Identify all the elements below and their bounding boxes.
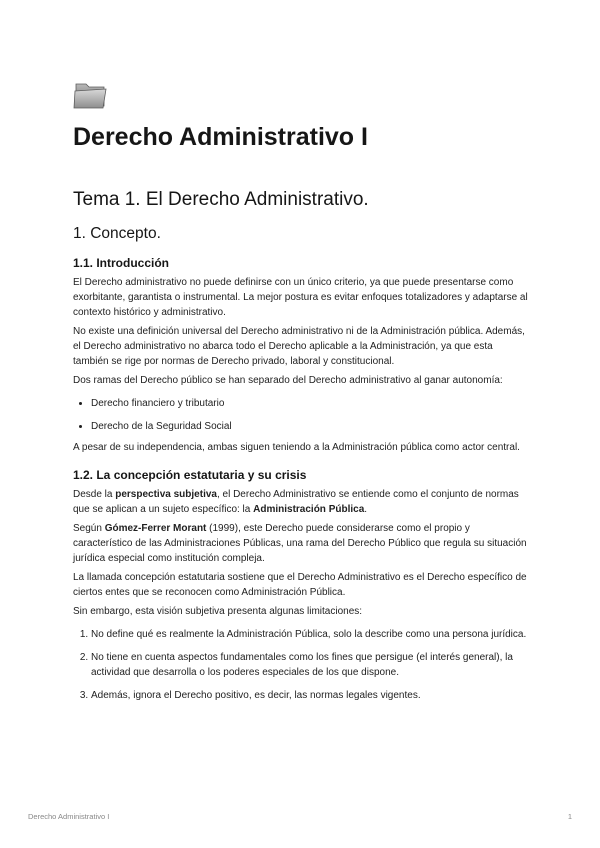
list-item: • Derecho financiero y tributario bbox=[91, 396, 528, 411]
paragraph: No existe una definición universal del Derecho administrativo ni de la Administración pública. Además, el Derecho administrativo no abarca todo el Derecho aplicable a la Administración, ya que esta también se rige por normas de Derecho privado, laboral y constitucional. bbox=[73, 326, 525, 367]
document-title: Derecho Administrativo I bbox=[73, 123, 368, 151]
text-run: . bbox=[364, 504, 368, 515]
text-run: (1999), este Derecho puede considerarse como el propio y característico de las Administraciones Públicas, una rama del Derecho Público que regula su situación jurídica especial como institución compleja. bbox=[73, 523, 527, 564]
paragraph: Dos ramas del Derecho público se han separado del Derecho administrativo al ganar autonomía: bbox=[73, 375, 503, 386]
list-item: • Derecho de la Seguridad Social bbox=[91, 419, 528, 434]
page-number: 1 bbox=[567, 812, 572, 821]
subsection-heading-1-2: 1.2. La concepción estatutaria y su crisis bbox=[73, 468, 307, 482]
bullet-list bbox=[73, 396, 528, 434]
paragraph bbox=[73, 521, 528, 566]
paragraph: Sin embargo, esta visión subjetiva presenta algunas limitaciones: bbox=[73, 606, 363, 617]
text-run: Desde la bbox=[73, 489, 116, 500]
paragraph: A pesar de su independencia, ambas siguen teniendo a la Administración pública como actor central. bbox=[73, 442, 520, 453]
text-run: Según bbox=[73, 523, 105, 534]
list-item: 2. No tiene en cuenta aspectos fundamentales como los fines que persigue (el interés general), la actividad que desarrolla o los poderes especiales de los que dispone. bbox=[91, 650, 528, 680]
paragraph bbox=[73, 487, 528, 517]
section-heading: 1. Concepto. bbox=[73, 225, 161, 242]
list-item: 3. Además, ignora el Derecho positivo, es decir, las normas legales vigentes. bbox=[91, 688, 528, 703]
folder-icon bbox=[73, 76, 109, 112]
subsection-heading-1-1: 1.1. Introducción bbox=[73, 256, 170, 270]
list-item: 1. No define qué es realmente la Administración Pública, solo la describe como una persona jurídica. bbox=[91, 627, 528, 642]
tema-heading: Tema 1. El Derecho Administrativo. bbox=[73, 189, 369, 210]
text-run: , el Derecho Administrativo se entiende como el conjunto de normas que se aplican a un sujeto específico: la bbox=[73, 489, 519, 515]
footer-title: Derecho Administrativo I bbox=[28, 812, 110, 821]
numbered-list bbox=[73, 627, 528, 703]
document-page bbox=[73, 76, 528, 711]
bold-text: Administración Pública bbox=[253, 504, 365, 515]
paragraph: El Derecho administrativo no puede definirse con un único criterio, ya que puede presentarse como exorbitante, garantista o instrumental. La mejor postura es evitar enfoques totalizadores y adaptarse al contexto histórico y administrativo. bbox=[73, 277, 528, 318]
bold-text: perspectiva subjetiva bbox=[115, 489, 217, 500]
paragraph: La llamada concepción estatutaria sostiene que el Derecho Administrativo es el Derecho específico de ciertos entes que se reconocen como Administración Pública. bbox=[73, 572, 527, 598]
bold-text: Gómez-Ferrer Morant bbox=[104, 523, 207, 534]
